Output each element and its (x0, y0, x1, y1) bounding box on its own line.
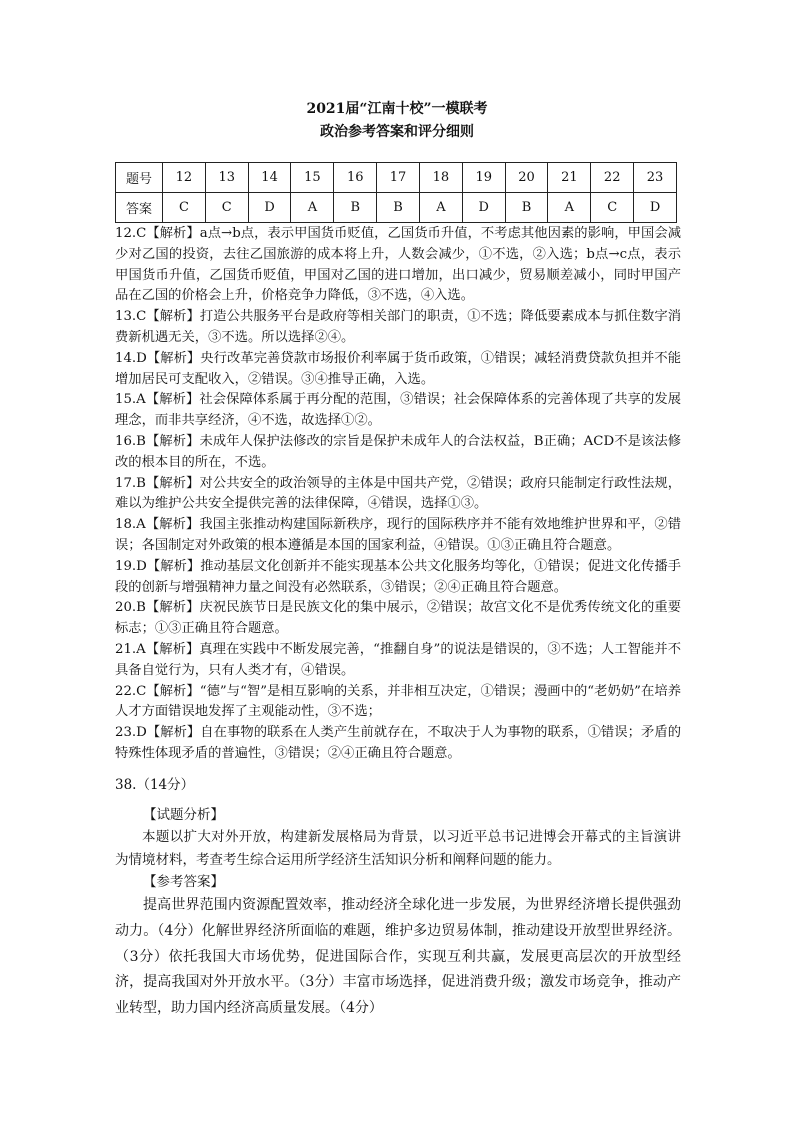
answer-cell: C (163, 193, 206, 223)
explanation-item: 16.B【解析】未成年人保护法修改的宗旨是保护未成年人的合法权益，B正确；ACD不是该法修改的根本目的所在，不选。 (115, 433, 681, 470)
row-label-answer: 答案 (116, 193, 163, 223)
answer-cell: D (634, 193, 677, 223)
answer-cell: C (591, 193, 634, 223)
question-number-cell: 16 (334, 163, 377, 193)
question-number-cell: 18 (419, 163, 462, 193)
answer-cell: A (548, 193, 591, 223)
explanation-item: 17.B【解析】对公共安全的政治领导的主体是中国共产党，②错误；政府只能制定行政性法规，难以为维护公共安全提供完善的法律保障，④错误，选择①③。 (115, 475, 681, 512)
question-number-cell: 15 (291, 163, 334, 193)
question-number-cell: 21 (548, 163, 591, 193)
question-38-heading: 38.（14分） (115, 777, 195, 793)
explanation-item: 12.C【解析】a点→b点，表示甲国货币贬值，乙国货币升值，不考虑其他因素的影响，甲国会减少对乙国的投资，去往乙国旅游的成本将上升，人数会减少，①不选，②入选；b点→c点，表示甲国货币升值，乙国货币贬值，甲国对乙国的进口增加，出口减少，贸易顺差减小，同时甲国产品在乙国的价格会上升，价格竞争力降低，③不选，④入选。 (115, 226, 681, 304)
explanation-item: 21.A【解析】真理在实践中不断发展完善，“推翻自身”的说法是错误的，③不选；人工智能并不具备自觉行为，只有人类才有，④错误。 (115, 641, 681, 678)
explanation-item: 19.D【解析】推动基层文化创新并不能实现基本公共文化服务均等化，①错误；促进文化传播手段的创新与增强精神力量之间没有必然联系，③错误；②④正确且符合题意。 (115, 558, 681, 595)
question-number-cell: 12 (163, 163, 206, 193)
explanation-item: 18.A【解析】我国主张推动构建国际新秩序，现行的国际秩序并不能有效地维护世界和平，②错误；各国制定对外政策的根本遵循是本国的国家利益，④错误。①③正确且符合题意。 (115, 517, 681, 553)
analysis-text: 本题以扩大对外开放，构建新发展格局为背景，以习近平总书记进博会开幕式的主旨演讲为情境材料，考查考生综合运用所学经济生活知识分析和阐释问题的能力。 (115, 829, 681, 868)
question-number-cell: 13 (205, 163, 248, 193)
explanation-item: 23.D【解析】自在事物的联系在人类产生前就存在，不取决于人为事物的联系，①错误；矛盾的特殊性体现矛盾的普遍性，③错误；②④正确且符合题意。 (115, 725, 681, 761)
answer-cell: B (505, 193, 548, 223)
answer-cell: A (291, 193, 334, 223)
answer-table (115, 162, 677, 223)
explanation-item: 14.D【解析】央行改革完善贷款市场报价利率属于货币政策，①错误；减轻消费贷款负担并不能增加居民可支配收入，②错误。③④推导正确，入选。 (115, 350, 681, 387)
explanation-item: 22.C【解析】“德”与“智”是相互影响的关系，并非相互决定，①错误；漫画中的“老奶奶”在培养人才方面错误地发挥了主观能动性，③不选； (115, 683, 681, 720)
question-number-cell: 17 (377, 163, 420, 193)
question-number-cell: 23 (634, 163, 677, 193)
explanation-item: 13.C【解析】打造公共服务平台是政府等相关部门的职责，①不选；降低要素成本与抓住数字消费新机遇无关，③不选。所以选择②④。 (115, 309, 681, 345)
answer-cell: A (419, 193, 462, 223)
explanation-item: 20.B【解析】庆祝民族节日是民族文化的集中展示，②错误；故宫文化不是优秀传统文化的重要标志；①③正确且符合题意。 (115, 600, 681, 637)
answer-cell: D (462, 193, 505, 223)
document-title: 2021届“江南十校”一模联考 (306, 101, 488, 117)
answer-cell: D (248, 193, 291, 223)
question-number-cell: 22 (591, 163, 634, 193)
answer-label: 【参考答案】 (143, 874, 224, 890)
table-row-answers (116, 193, 677, 223)
answer-cell: B (334, 193, 377, 223)
document-subtitle: 政治参考答案和评分细则 (320, 124, 474, 140)
reference-answer-text: 提高世界范围内资源配置效率，推动经济全球化进一步发展，为世界经济增长提供强劲动力。（4分）化解世界经济所面临的难题，维护多边贸易体制，推动建设开放型世界经济。（3分）依托我国大市场优势，促进国际合作，实现互利共赢，发展更高层次的开放型经济，提高我国对外开放水平。（3分）丰富市场选择，促进消费升级；激发市场竞争，推动产业转型，助力国内经济高质量发展。（4分） (115, 897, 681, 1017)
row-label-number: 题号 (116, 163, 163, 193)
question-number-cell: 20 (505, 163, 548, 193)
answer-cell: C (205, 193, 248, 223)
explanation-item: 15.A【解析】社会保障体系属于再分配的范围，③错误；社会保障体系的完善体现了共享的发展理念，而非共享经济，④不选，故选择①②。 (115, 392, 681, 429)
explanations-section (115, 224, 681, 765)
analysis-label: 【试题分析】 (143, 807, 224, 823)
answer-cell: B (377, 193, 420, 223)
question-number-cell: 14 (248, 163, 291, 193)
question-number-cell: 19 (462, 163, 505, 193)
table-row-numbers (116, 163, 677, 193)
